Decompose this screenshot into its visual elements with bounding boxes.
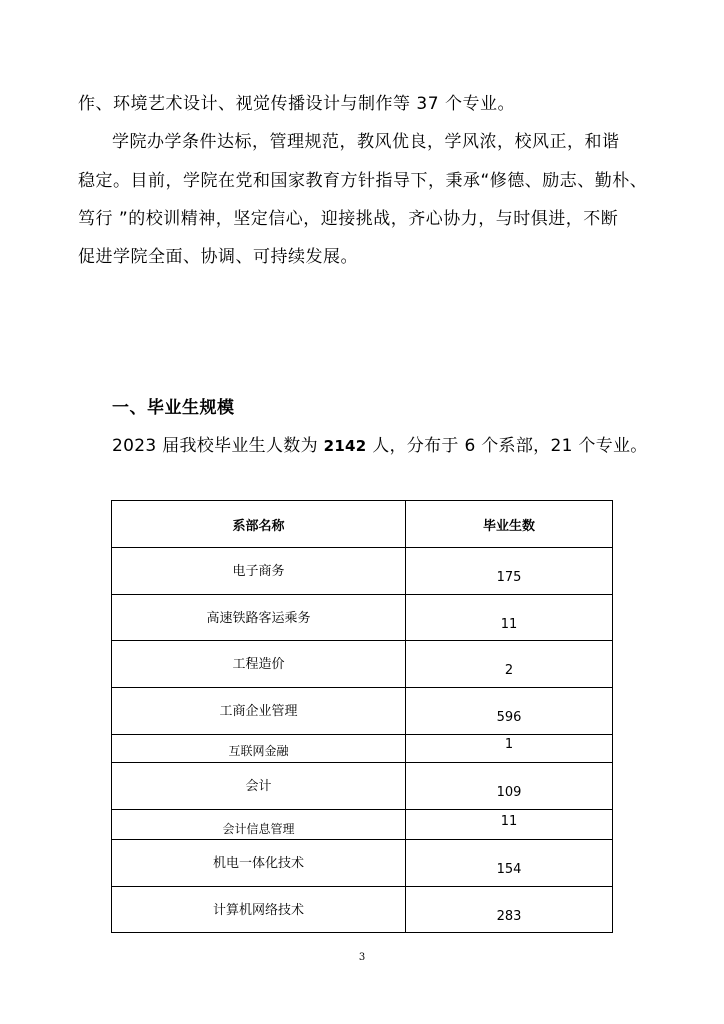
summary-suffix: 人，分布于 6 个系部，21 个专业。 [366,436,648,456]
paragraph-line: 笃行 ”的校训精神，坚定信心，迎接挑战，齐心协力，与时俱进，不断 [78,209,619,229]
header-count: 毕业生数 [406,501,613,548]
dept-name: 互联网金融 [228,744,289,758]
grad-count: 1 [504,737,514,752]
section-heading: 一、毕业生规模 [112,398,235,418]
table-row [112,887,613,933]
paragraph-line: 作、环境艺术设计、视觉传播设计与制作等 37 个专业。 [78,94,515,114]
dept-name: 电子商务 [232,564,285,579]
dept-name: 会计 [245,779,272,794]
table-row [112,810,613,840]
dept-name: 工程造价 [232,657,285,672]
page-number: 3 [358,952,366,963]
table-row [112,840,613,887]
grad-count: 283 [496,909,522,924]
table-row [112,688,613,735]
paragraph-line: 稳定。目前，学院在党和国家教育方针指导下，秉承“修德、励志、勤朴、 [78,171,648,191]
dept-name: 会计信息管理 [222,822,295,836]
grad-count: 175 [496,570,522,585]
grad-count: 11 [500,617,518,632]
table-row [112,548,613,595]
table-row [112,763,613,810]
table-row [112,595,613,641]
table-header-row [112,501,613,548]
grad-count: 109 [496,785,522,800]
grad-count: 2 [504,663,514,678]
graduate-table [111,500,613,933]
graduate-summary [112,434,648,458]
table-row [112,735,613,763]
dept-name: 工商企业管理 [219,704,298,719]
dept-name: 计算机网络技术 [212,903,304,918]
paragraph-line: 学院办学条件达标，管理规范，教风优良，学风浓，校风正，和谐 [112,132,620,152]
grad-count: 596 [496,710,522,725]
dept-name: 机电一体化技术 [212,856,304,871]
header-dept: 系部名称 [112,501,406,548]
dept-name: 高速铁路客运乘务 [206,611,311,626]
graduate-total: 2142 [323,437,367,455]
grad-count: 11 [500,814,518,829]
summary-prefix: 2023 届我校毕业生人数为 [112,436,324,456]
table-row [112,641,613,688]
paragraph-line: 促进学院全面、协调、可持续发展。 [78,247,358,267]
grad-count: 154 [496,862,522,877]
